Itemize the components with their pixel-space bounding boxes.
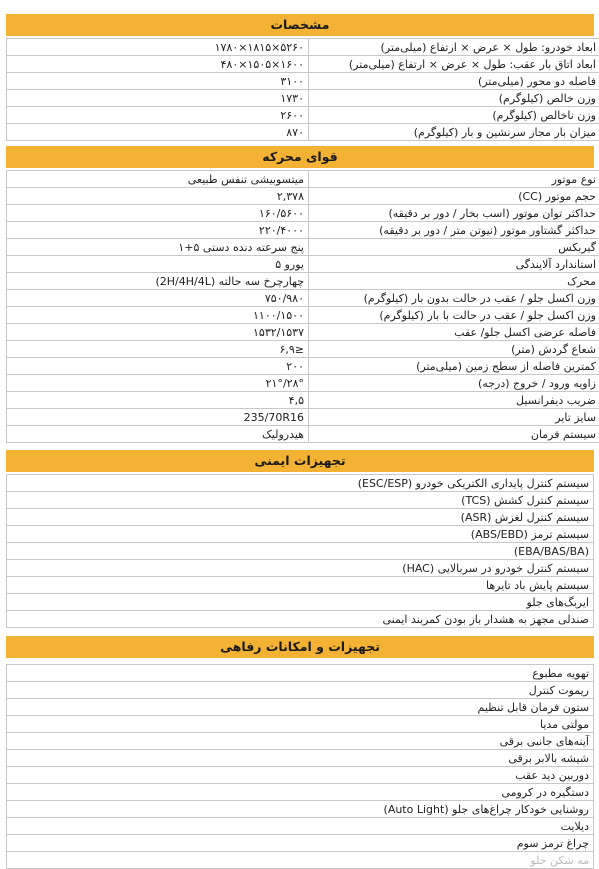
table-row bbox=[7, 682, 594, 699]
table-row bbox=[7, 222, 599, 239]
spec-value: ۳۱۰۰ bbox=[7, 73, 309, 90]
table-row bbox=[7, 239, 599, 256]
feature-item: مه شکن جلو bbox=[7, 852, 594, 869]
table-row bbox=[7, 611, 594, 628]
feature-item: دستگیره در کرومی bbox=[7, 784, 594, 801]
spec-label: شعاع گردش (متر) bbox=[309, 341, 599, 358]
spec-label: گیربکس bbox=[309, 239, 599, 256]
spec-label: میزان بار مجاز سرنشین و بار (کیلوگرم) bbox=[309, 124, 599, 141]
spec-value: پنج سرعته دنده دستی ۵+۱ bbox=[7, 239, 309, 256]
table-row bbox=[7, 409, 599, 426]
feature-item: سیستم ترمز (ABS/EBD) bbox=[7, 526, 594, 543]
spec-label: محرک bbox=[309, 273, 599, 290]
spec-label: نوع موتور bbox=[309, 171, 599, 188]
feature-item: آینه‌های جانبی برقی bbox=[7, 733, 594, 750]
feature-item: روشنایی خودکار چراغ‌های جلو (Auto Light) bbox=[7, 801, 594, 818]
spec-label: حجم موتور (CC) bbox=[309, 188, 599, 205]
table-row bbox=[7, 426, 599, 443]
table-row bbox=[7, 543, 594, 560]
spec-label: ضریب دیفرانسیل bbox=[309, 392, 599, 409]
spec-value: ۵۲۶۰×۱۸۱۵×۱۷۸۰ bbox=[7, 39, 309, 56]
table-row bbox=[7, 358, 599, 375]
safety-section bbox=[6, 450, 594, 628]
table-row bbox=[7, 307, 599, 324]
table-row bbox=[7, 699, 594, 716]
table-row bbox=[7, 750, 594, 767]
spec-value: ۱۱۰۰/۱۵۰۰ bbox=[7, 307, 309, 324]
table-row bbox=[7, 577, 594, 594]
feature-item: سیستم پایش باد تایرها bbox=[7, 577, 594, 594]
table-row bbox=[7, 767, 594, 784]
table-row bbox=[7, 526, 594, 543]
table-row bbox=[7, 835, 594, 852]
feature-item: ریموت کنترل bbox=[7, 682, 594, 699]
table-row bbox=[7, 733, 594, 750]
spec-label: حداکثر گشتاور موتور (نیوتن متر / دور بر دقیقه) bbox=[309, 222, 599, 239]
spec-label: سیستم فرمان bbox=[309, 426, 599, 443]
feature-item: تهویه مطبوع bbox=[7, 665, 594, 682]
feature-item: سیستم کنترل لغزش (ASR) bbox=[7, 509, 594, 526]
feature-item: مولتی مدیا bbox=[7, 716, 594, 733]
spec-label: استاندارد آلایندگی bbox=[309, 256, 599, 273]
table-row bbox=[7, 107, 599, 124]
specs-section bbox=[6, 14, 594, 141]
table-row bbox=[7, 560, 594, 577]
table-row bbox=[7, 124, 599, 141]
feature-item: سیستم کنترل پایداری الکتریکی خودرو (ESC/ESP) bbox=[7, 475, 594, 492]
spec-value: ۲۸°/۲۱° bbox=[7, 375, 309, 392]
spec-value: ۲۶۰۰ bbox=[7, 107, 309, 124]
table-row bbox=[7, 818, 594, 835]
table-row bbox=[7, 716, 594, 733]
spec-label: فاصله عرضی اکسل جلو/ عقب bbox=[309, 324, 599, 341]
feature-item: (EBA/BAS/BA) bbox=[7, 543, 594, 560]
table-row bbox=[7, 290, 599, 307]
table-row bbox=[7, 324, 599, 341]
table-row bbox=[7, 90, 599, 107]
spec-value: میتسوبیشی تنفس طبیعی bbox=[7, 171, 309, 188]
spec-value: ≤۶,۹ bbox=[7, 341, 309, 358]
table-row bbox=[7, 594, 594, 611]
table-row bbox=[7, 665, 594, 682]
powertrain-section bbox=[6, 146, 594, 443]
table-row bbox=[7, 341, 599, 358]
spec-label: وزن ناخالص (کیلوگرم) bbox=[309, 107, 599, 124]
spec-value: ۷۵۰/۹۸۰ bbox=[7, 290, 309, 307]
safety-table bbox=[6, 474, 594, 628]
spec-value: چهارچرخ سه حالته (2H/4H/4L) bbox=[7, 273, 309, 290]
table-row bbox=[7, 784, 594, 801]
table-row bbox=[7, 39, 599, 56]
spec-value: ۱۵۳۲/۱۵۳۷ bbox=[7, 324, 309, 341]
safety-header: تجهیزات ایمنی bbox=[6, 450, 594, 472]
feature-item: چراغ ترمز سوم bbox=[7, 835, 594, 852]
spec-value: ۲۲۰/۴۰۰۰ bbox=[7, 222, 309, 239]
feature-item: سیستم کنترل خودرو در سربالایی (HAC) bbox=[7, 560, 594, 577]
spec-value: ۲۰۰ bbox=[7, 358, 309, 375]
feature-item: دوربین دید عقب bbox=[7, 767, 594, 784]
specs-table bbox=[6, 38, 599, 141]
table-row bbox=[7, 188, 599, 205]
feature-item: سیستم کنترل کشش (TCS) bbox=[7, 492, 594, 509]
table-row bbox=[7, 73, 599, 90]
spec-label: زاویه ورود / خروج (درجه) bbox=[309, 375, 599, 392]
spec-label: حداکثر توان موتور (اسب بخار / دور بر دقیقه) bbox=[309, 205, 599, 222]
spec-label: فاصله دو محور (میلی‌متر) bbox=[309, 73, 599, 90]
feature-item: دیلایت bbox=[7, 818, 594, 835]
feature-item: ستون فرمان قابل تنظیم bbox=[7, 699, 594, 716]
feature-item: ایربگ‌های جلو bbox=[7, 594, 594, 611]
spec-value: ۴,۵ bbox=[7, 392, 309, 409]
table-row bbox=[7, 205, 599, 222]
spec-value: ۸۷۰ bbox=[7, 124, 309, 141]
spec-label: وزن خالص (کیلوگرم) bbox=[309, 90, 599, 107]
comfort-section bbox=[6, 636, 594, 869]
table-row bbox=[7, 56, 599, 73]
table-row bbox=[7, 475, 594, 492]
feature-item: صندلی مجهز به هشدار باز بودن کمربند ایمنی bbox=[7, 611, 594, 628]
table-row bbox=[7, 375, 599, 392]
comfort-header: تجهیزات و امکانات رفاهی bbox=[6, 636, 594, 658]
spec-value: ۱۶۰/۵۶۰۰ bbox=[7, 205, 309, 222]
specs-header: مشخصات bbox=[6, 14, 594, 36]
spec-label: وزن اکسل جلو / عقب در حالت با بار (کیلوگرم) bbox=[309, 307, 599, 324]
spec-value: یورو ۵ bbox=[7, 256, 309, 273]
table-row bbox=[7, 801, 594, 818]
table-row bbox=[7, 171, 599, 188]
spec-label: ابعاد خودرو: طول × عرض × ارتفاع (میلی‌متر) bbox=[309, 39, 599, 56]
spec-value: ۱۷۳۰ bbox=[7, 90, 309, 107]
table-row bbox=[7, 273, 599, 290]
spec-value: ۲,۳۷۸ bbox=[7, 188, 309, 205]
table-row bbox=[7, 852, 594, 869]
spec-label: ابعاد اتاق بار عقب: طول × عرض × ارتفاع (میلی‌متر) bbox=[309, 56, 599, 73]
feature-item: شیشه بالابر برقی bbox=[7, 750, 594, 767]
table-row bbox=[7, 256, 599, 273]
spec-label: وزن اکسل جلو / عقب در حالت بدون بار (کیلوگرم) bbox=[309, 290, 599, 307]
table-row bbox=[7, 509, 594, 526]
spec-label: سایز تایر bbox=[309, 409, 599, 426]
table-row bbox=[7, 392, 599, 409]
powertrain-table bbox=[6, 170, 599, 443]
comfort-table bbox=[6, 664, 594, 869]
spec-value: 235/70R16 bbox=[7, 409, 309, 426]
spec-label: کمترین فاصله از سطح زمین (میلی‌متر) bbox=[309, 358, 599, 375]
spec-value: ۱۶۰۰×۱۵۰۵×۴۸۰ bbox=[7, 56, 309, 73]
spec-value: هیدرولیک bbox=[7, 426, 309, 443]
powertrain-header: قوای محرکه bbox=[6, 146, 594, 168]
table-row bbox=[7, 492, 594, 509]
